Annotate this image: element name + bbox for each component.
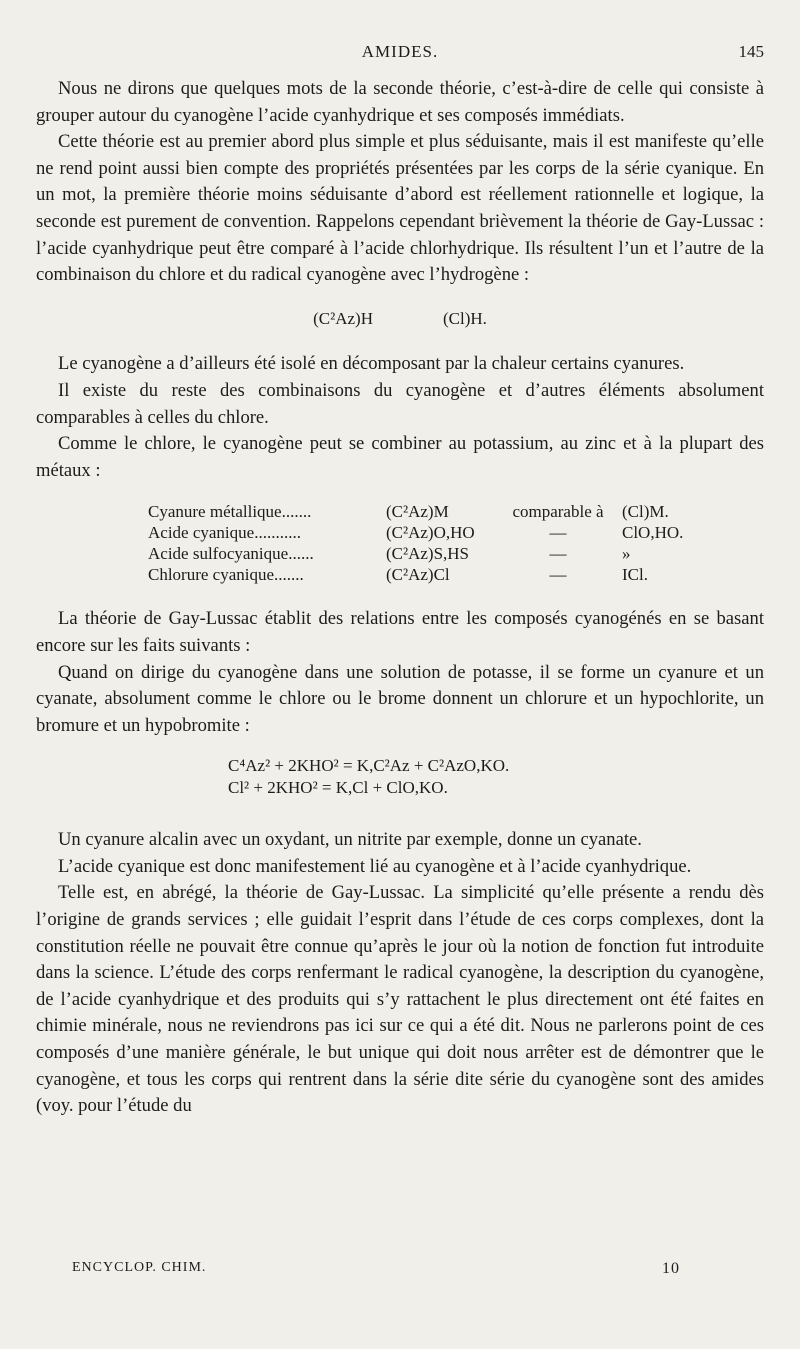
table-row <box>148 564 712 585</box>
comparison-relation: comparable à <box>512 502 604 522</box>
sheet-number: 10 <box>662 1260 680 1277</box>
equations-block <box>36 755 764 799</box>
formula-chlorhydric: (Cl)H. <box>442 308 487 328</box>
table-row <box>148 522 712 543</box>
page-header <box>36 42 764 66</box>
comparison-relation: — <box>549 544 567 564</box>
compound-formula: (C²Az)Cl <box>386 565 450 585</box>
paragraph: La théorie de Gay-Lussac établit des relations entre les composés cyanogénés en se basant encore sur les faits suivants : <box>36 608 764 656</box>
paragraph: L’acide cyanique est donc manifestement lié au cyanogène et à l’acide cyanhydrique. <box>58 855 692 877</box>
table-row <box>148 501 712 522</box>
printer-signature: ENCYCLOP. CHIM. <box>72 1260 207 1275</box>
chlorine-analog: ClO,HO. <box>622 523 684 543</box>
page-number: 145 <box>738 42 764 61</box>
comparison-relation: — <box>549 565 567 585</box>
comparison-table <box>148 501 712 585</box>
compound-name: Acide cyanique........... <box>148 523 301 543</box>
paragraph: Un cyanure alcalin avec un oxydant, un nitrite par exemple, donne un cyanate. <box>58 829 642 851</box>
compound-name: Cyanure métallique....... <box>148 502 312 522</box>
equation-chlorine: Cl² + 2KHO² = K,Cl + ClO,KO. <box>228 778 448 798</box>
formula-comparison <box>36 306 764 333</box>
compound-formula: (C²Az)S,HS <box>386 544 470 564</box>
comparison-relation: — <box>549 523 567 543</box>
chlorine-analog: » <box>622 544 631 564</box>
paragraph: Telle est, en abrégé, la théorie de Gay-Lussac. La simplicité qu’elle présente a rendu dès l’origine de grands services ; elle guidait l’esprit dans l’étude de ces corps complexes, dont la constitution réelle ne pouvait être connue qu’après le jour où la notion de fonction fut introduite dans la science. L’étude des corps renfermant le radical cyanogène, la description du cyanogène, de l’acide cyanhydrique et des produits qui s’y rattachent le plus directement ont été faites en chimie minérale, nous ne reviendrons pas ici sur ce qui a été dit. Nous ne parlerons point de ces composés d’une manière générale, le but unique qui doit nous arrêter est de démontrer que le cyanogène, et tous les corps qui rentrent dans la série dite série du cyanogène sont des amides (voy. pour l’étude du <box>36 882 764 1117</box>
paragraph: Quand on dirige du cyanogène dans une solution de potasse, il se forme un cyanure et un cyanate, absolument comme le chlore ou le brome donnent un chlorure et un hypochlorite, un bromure et un hypobromite : <box>36 661 764 736</box>
compound-formula: (C²Az)O,HO <box>386 523 475 543</box>
compound-name: Chlorure cyanique....... <box>148 565 304 585</box>
compound-formula: (C²Az)M <box>386 502 449 522</box>
chlorine-analog: ICl. <box>622 565 648 585</box>
paragraph: Cette théorie est au premier abord plus simple et plus séduisante, mais il est manifeste qu’elle ne rend point aussi bien compte des propriétés présentées par les corps de la série cyanique. En un mot, la première théorie moins séduisante d’abord est réellement rationnelle et logique, la seconde est purement de convention. Rappelons cependant brièvement la théorie de Gay-Lussac : l’acide cyanhydrique peut être comparé à l’acide chlorhydrique. Ils résultent l’un et l’autre de la combinaison du chlore et du radical cyanogène avec l’hydrogène : <box>36 131 764 286</box>
paragraph: Le cyanogène a d’ailleurs été isolé en décomposant par la chaleur certains cyanures. <box>58 353 685 375</box>
page-body <box>36 76 764 1120</box>
chlorine-analog: (Cl)M. <box>622 502 669 522</box>
running-title: AMIDES. <box>361 42 439 61</box>
compound-name: Acide sulfocyanique...... <box>148 544 314 564</box>
table-row <box>148 543 712 564</box>
paragraph: Comme le chlore, le cyanogène peut se combiner au potassium, au zinc et à la plupart des métaux : <box>36 433 764 481</box>
equation-cyanogen: C⁴Az² + 2KHO² = K,C²Az + C²AzO,KO. <box>228 756 510 776</box>
paragraph: Il existe du reste des combinaisons du cyanogène et d’autres éléments absolument comparables à celles du chlore. <box>36 379 764 428</box>
paragraph: Nous ne dirons que quelques mots de la seconde théorie, c’est-à-dire de celle qui consiste à grouper autour du cyanogène l’acide cyanhydrique et ses composés immédiats. <box>36 78 764 126</box>
formula-cyanhydric: (C²Az)H <box>313 308 373 328</box>
